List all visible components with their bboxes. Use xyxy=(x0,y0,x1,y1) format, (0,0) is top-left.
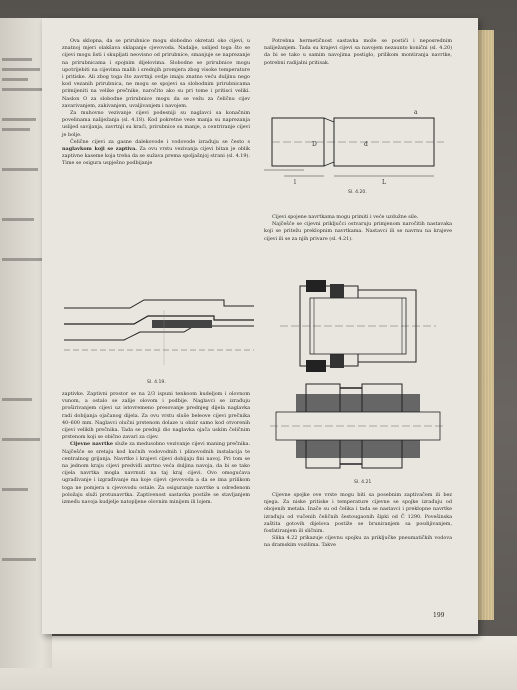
paragraph: Najčešće se cijevni priključci ostvaruju primjenom naročitih nastavaka koji se pritežu preklopnim navrtkama. Nastavci ili se navrnu na krajeve cijevi ili se za njih privare (sl. 4.21). xyxy=(264,221,452,242)
page-number: 199 xyxy=(433,612,445,619)
left-text-column xyxy=(62,38,250,168)
paragraph-bold-term: Cijevne navrtke xyxy=(70,441,113,448)
book-page xyxy=(42,18,478,634)
paragraph-rest: služe za medusobno vezivanje cijevi maning prečnika. Najčešće se sretaju kod kućnih vodovodnih i plinovodnih instalacija te centralnog grijanja. Navrtke i krajevi cijevi dobijaju fini navoj. Pri tom se na jednom kraju cijevi predviđi anrtno veća duljina navoja, da bi se tako cijela navrtka mogla navrnuti na taj kraj cijevi. Ovo omogućava ugrađivanje i izgrađivanje ma koje cijevi cjevovoda a da se ima prilikom toga ne pomjera u cjevovodu ostale. Za osiguranje navrtke u određenom položaju služi protunavrtka. Zaptivenost sastavka postiže se stavljanjem između navoja kudjelje natopljene olovnim minijem ili lojem. xyxy=(62,441,250,506)
dimension-label: d xyxy=(364,141,368,148)
figure-caption: Sl. 4.21 xyxy=(354,480,372,485)
paragraph: Cijevne spojke ove vrste mogu biti sa posebnim zaptivačem ili bez njega. Za niske pritiske i temperature cijevne se spojke izrađuju od obojenih metala. Inače su od čelika i tada se nastavci i preklopne navrtke izrađuju od vučenih čeličnih šestougaonih šipki od Č 1290. Povešinska zaštita gotovih dijelova postiže se bruniranjem sa posdijivanjem, fosfatiranjem ili sličnim. xyxy=(264,492,452,535)
figure-caption: Sl. 4.19. xyxy=(147,380,166,385)
paragraph: Cijevi spojene navrtkama mogu primiti i veće uzdužne sile. xyxy=(272,214,419,220)
left-text-column-lower xyxy=(62,391,250,506)
paragraph: Slika 4.22 prikazuje cijevnu spojku za priključke pneumatičkih vodova na dramskim vozilima. Takve xyxy=(264,535,452,549)
figure-4-21-pipe-union xyxy=(270,276,446,474)
dimension-label: L xyxy=(382,179,386,186)
figure-caption: Sl. 4.20. xyxy=(348,190,367,195)
paragraph xyxy=(62,139,250,168)
paragraph: zaptivke. Zaptivni prostor se na 2/3 ispuni tenkoom kudeljom i olovnom vunom, a ostalo se zalije olovom i podbije. Naglavci se izrađuju proširivanjem cijevi uz istovremeno presovanje prednjeg dijela naglavka radi dobijanja ojačanog dijela. Za ovu vrstu sluše beleove cijevi prečnika 40–600 mm. Naglavci olučni prstenom dolaze u obzir samo kod otvorenih cijevi velikih prečnika. Tada se prednji dio naglavka ojača uskim čeličnim prstenom koji se obično zavari za cijev. xyxy=(62,391,250,441)
right-text-column-lower xyxy=(264,492,452,550)
paper-below-book xyxy=(0,636,517,690)
dimension-label: a xyxy=(414,109,418,116)
paragraph: Za muhovno vezivanje cijevi podesniji su naglavci sa konačnim povelinama naliježanja (sl. 4.18). Kod pokretne veze manja su naprezanja uslijed savijanja, zavrtnji su kraći, prirubnice su manje, a centriranje cijevi je bolje. xyxy=(62,110,250,138)
figure-4-19-socket-joint xyxy=(64,280,254,372)
paragraph: Ova sklopna, da se prirubnice mogu slobodno okretati oko cijevi, u znatnoj mjeri olakšava sklapanje cjevovoda. Nadalje, uslijed toga što se cijevi mogu listi i skupljati neovisno od prirubnice, smanjuje se naprezanje na prirubnicama i spojnim dijelovima. Slobodne se prirubnice mogu upotrijebiti na cijevima malih i srednjih promjera zbog visoke temperature i pritiske. Ali zbog toga što zavrtnji ovdje imaju znatno veću duljinu nego kod vezanih prirubnica, ne mogu se spojevi sa slobodnim prirubnicama primijeniti na velike prečnike, naročito ako su pri tome i pritisci veliki. Naslon O za slobodne prirubnice mogu da se vežu za čeličnu cijev zavarivanjem, zakivanjem, uvaljivanjem i navojem. xyxy=(62,38,250,109)
figure-4-20-threaded-pipe xyxy=(264,92,452,188)
dimension-label: D xyxy=(312,141,317,148)
right-text-column xyxy=(264,38,452,67)
paragraph-rest: Za ovu vrstu vezivanja cijevi bitan je oblik zaptivne kaseme koja treba da se sužava prema spoljašnjoj strani (sl. 4.19). Time se osigura uspješno podbijanje xyxy=(62,146,250,167)
paragraph-lead: Čelične cijevi za gasne dalekovode i vodovode izrađuju se često s xyxy=(70,138,250,145)
paragraph-bold-term: naglavkom koji se zaptiva. xyxy=(62,146,137,153)
dimension-label: l xyxy=(294,179,296,186)
paragraph xyxy=(62,441,250,506)
right-text-column-mid xyxy=(264,214,452,243)
paragraph: Potrebna hermetičnost sastavka može se postići i neposrednim naliježanjem. Tada su krajevi cijevi sa navojem nezaunto konični (sl. 4.20) da bi se tako u samim navojima postiglo, prilikom montiranja navrtke, potrebni radijalni pritisak. xyxy=(264,38,452,66)
